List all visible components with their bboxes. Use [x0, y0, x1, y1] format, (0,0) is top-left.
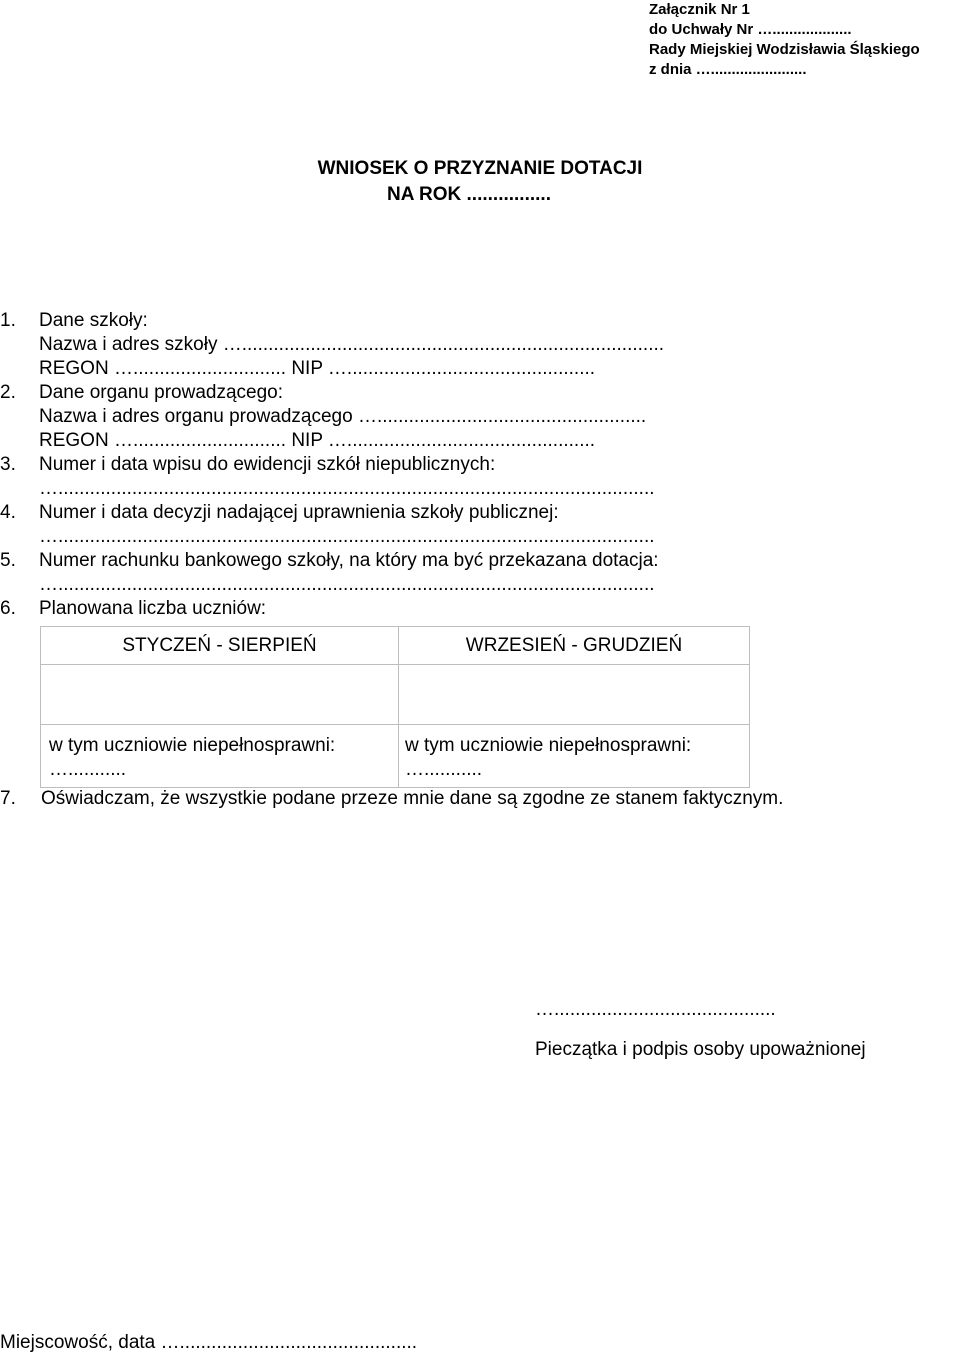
decision-field[interactable]: …................................................................................................................. [39, 526, 655, 547]
section-5-label: Numer rachunku bankowego szkoły, na który ma być przekazana dotacja: [39, 550, 659, 571]
section-4-number: 4. [0, 502, 16, 523]
registry-entry-field[interactable]: …................................................................................................................. [39, 478, 655, 499]
table-header-sep-dec: WRZESIEŃ - GRUDZIEŃ [465, 635, 683, 656]
signature-field[interactable]: ….......................................... [535, 999, 776, 1020]
place-date-field[interactable]: Miejscowość, data …............................................. [0, 1332, 418, 1353]
table-row-divider [41, 724, 749, 725]
section-7-number: 7. [0, 788, 16, 809]
signature-label: Pieczątka i podpis osoby upoważnionej [535, 1039, 866, 1060]
table-disabled-field-jan-aug[interactable]: …........... [49, 759, 127, 780]
annex-number: Załącznik Nr 1 [649, 1, 750, 18]
table-disabled-label-jan-aug: w tym uczniowie niepełnosprawni: [49, 735, 336, 756]
section-2-label: Dane organu prowadzącego: [39, 382, 284, 403]
resolution-number: do Uchwały Nr …................... [649, 21, 852, 38]
school-regon-nip-field[interactable]: REGON …............................. NIP …............................................... [39, 358, 596, 379]
table-disabled-field-sep-dec[interactable]: …........... [405, 759, 483, 780]
resolution-date: z dnia …....................... [649, 61, 807, 78]
section-1-label: Dane szkoły: [39, 310, 148, 331]
form-title: WNIOSEK O PRZYZNANIE DOTACJI [317, 158, 643, 179]
section-5-number: 5. [0, 550, 16, 571]
declaration-text: Oświadczam, że wszystkie podane przeze mnie dane są zgodne ze stanem faktycznym. [41, 788, 784, 809]
section-2-number: 2. [0, 382, 16, 403]
school-name-address-field[interactable]: Nazwa i adres szkoły …................................................................................ [39, 334, 665, 355]
section-3-label: Numer i data wpisu do ewidencji szkół niepublicznych: [39, 454, 496, 475]
bank-account-field[interactable]: …................................................................................................................. [39, 574, 655, 595]
section-6-number: 6. [0, 598, 16, 619]
table-header-jan-aug: STYCZEŃ - SIERPIEŃ [122, 635, 317, 656]
operator-regon-nip-field[interactable]: REGON …............................. NIP …............................................... [39, 430, 596, 451]
operator-name-address-field[interactable]: Nazwa i adres organu prowadzącego …................................................... [39, 406, 647, 427]
table-header-divider [41, 664, 749, 665]
students-table [40, 626, 750, 788]
council-name: Rady Miejskiej Wodzisławia Śląskiego [649, 41, 920, 58]
section-1-number: 1. [0, 310, 16, 331]
form-year: NA ROK ................ [387, 184, 551, 205]
section-4-label: Numer i data decyzji nadającej uprawnienia szkoły publicznej: [39, 502, 559, 523]
table-disabled-label-sep-dec: w tym uczniowie niepełnosprawni: [405, 735, 692, 756]
section-3-number: 3. [0, 454, 16, 475]
section-6-label: Planowana liczba uczniów: [39, 598, 267, 619]
